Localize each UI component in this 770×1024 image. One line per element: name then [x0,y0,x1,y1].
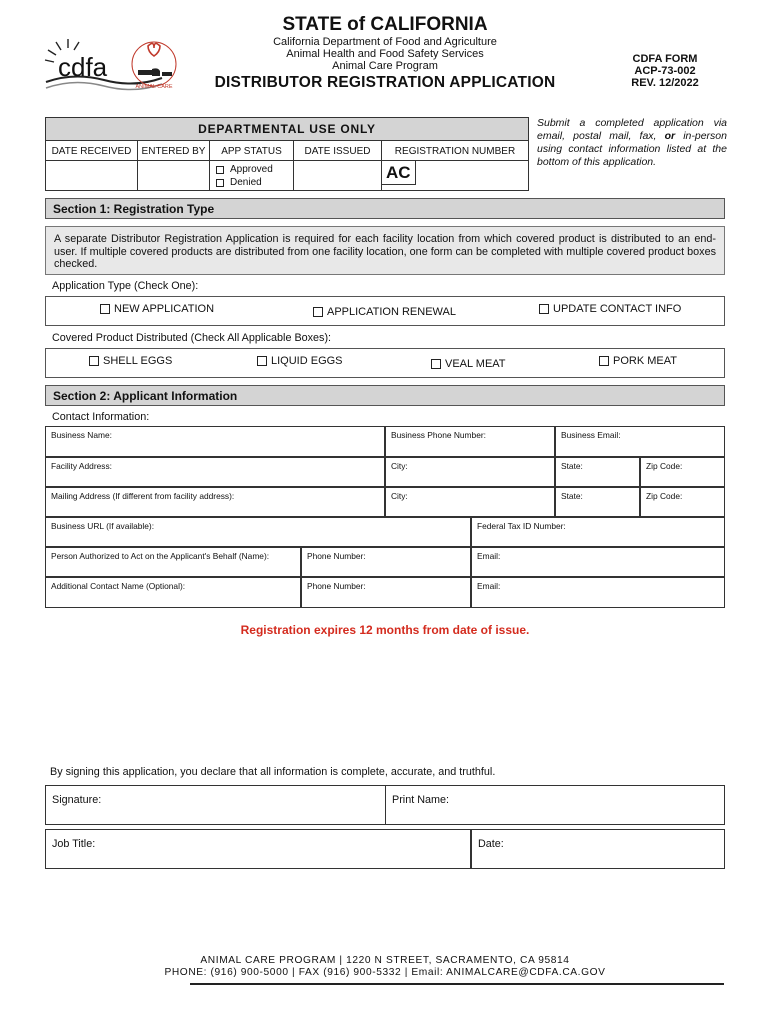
entered-by-field[interactable] [138,161,210,191]
section1-notice: A separate Distributor Registration Application is required for each facility location from which covered product is distributed to an end-user. If multiple covered products are distributed from one facility location, one form can be completed with multiple covered product boxes checked. [45,226,725,275]
col-date-issued: DATE ISSUED [294,141,382,161]
state-title: STATE of CALIFORNIA [282,14,488,35]
option-application-renewal[interactable]: APPLICATION RENEWAL [313,306,456,318]
division-name: Animal Health and Food Safety Services [286,48,484,60]
registration-number-field[interactable] [382,161,529,191]
renewal-checkbox[interactable] [313,307,323,317]
additional-contact-field[interactable]: Additional Contact Name (Optional): [45,577,301,608]
option-update-contact[interactable]: UPDATE CONTACT INFO [539,303,681,315]
app-type-options [45,296,725,326]
facility-state-field[interactable]: State: [555,457,640,487]
business-name-field[interactable]: Business Name: [45,426,385,457]
col-app-status: APP STATUS [210,141,294,161]
form-revision: REV. 12/2022 [631,77,699,89]
additional-phone-field[interactable]: Phone Number: [301,577,471,608]
form-number: ACP-73-002 [634,65,696,77]
pork-meat-checkbox[interactable] [599,356,609,366]
liquid-eggs-checkbox[interactable] [257,356,267,366]
products-label: Covered Product Distributed (Check All Applicable Boxes): [52,332,332,344]
option-shell-eggs[interactable]: SHELL EGGS [89,355,172,367]
option-new-application[interactable]: NEW APPLICATION [100,303,214,315]
application-title: DISTRIBUTOR REGISTRATION APPLICATION [214,74,556,91]
approved-checkbox[interactable] [216,166,224,174]
print-name-field[interactable]: Print Name: [385,785,725,825]
authorized-email-field[interactable]: Email: [471,547,725,577]
veal-meat-checkbox[interactable] [431,359,441,369]
status-denied[interactable]: Denied [216,176,293,189]
business-url-field[interactable]: Business URL (If available): [45,517,471,547]
app-type-label: Application Type (Check One): [52,280,199,292]
date-issued-field[interactable] [294,161,382,191]
program-name: Animal Care Program [332,60,438,72]
footer-address: ANIMAL CARE PROGRAM | 1220 N STREET, SACRAMENTO, CA 95814 [200,955,570,966]
logo-seal-text: ANIMAL CARE [135,84,173,90]
col-registration-number: REGISTRATION NUMBER [382,141,529,161]
authorized-person-field[interactable]: Person Authorized to Act on the Applicant's Behalf (Name): [45,547,301,577]
dept-name: California Department of Food and Agriculture [273,36,497,48]
denied-checkbox[interactable] [216,179,224,187]
reg-prefix: AC [382,161,416,185]
new-application-checkbox[interactable] [100,304,110,314]
option-pork-meat[interactable]: PORK MEAT [599,355,677,367]
date-field[interactable]: Date: [471,829,725,869]
status-approved[interactable]: Approved [216,163,293,176]
footer-divider [190,983,724,985]
product-options [45,348,725,378]
authorized-phone-field[interactable]: Phone Number: [301,547,471,577]
mailing-address-field[interactable]: Mailing Address (If different from facility address): [45,487,385,517]
declaration-text: By signing this application, you declare that all information is complete, accurate, and truthful. [50,766,496,778]
app-status-field [210,161,294,191]
business-email-field[interactable]: Business Email: [555,426,725,457]
mailing-city-field[interactable]: City: [385,487,555,517]
date-received-field[interactable] [46,161,138,191]
submit-instructions: Submit a completed application via email, postal mail, fax, or in-person using contact information listed at the bottom of this application. [537,117,727,168]
dept-use-title: DEPARTMENTAL USE ONLY [46,118,529,141]
section2-header: Section 2: Applicant Information [45,385,725,406]
footer-contact: PHONE: (916) 900-5000 | FAX (916) 900-5332 | Email: ANIMALCARE@CDFA.CA.GOV [164,967,606,978]
expiry-notice: Registration expires 12 months from date of issue. [240,623,530,637]
col-date-received: DATE RECEIVED [46,141,138,161]
business-phone-field[interactable]: Business Phone Number: [385,426,555,457]
section1-header: Section 1: Registration Type [45,198,725,219]
form-label: CDFA FORM [632,53,698,65]
shell-eggs-checkbox[interactable] [89,356,99,366]
mailing-state-field[interactable]: State: [555,487,640,517]
facility-city-field[interactable]: City: [385,457,555,487]
update-contact-checkbox[interactable] [539,304,549,314]
option-liquid-eggs[interactable]: LIQUID EGGS [257,355,343,367]
mailing-zip-field[interactable]: Zip Code: [640,487,725,517]
option-veal-meat[interactable]: VEAL MEAT [431,358,506,370]
logo-text: cdfa [58,52,108,82]
contact-info-label: Contact Information: [52,411,150,423]
departmental-use-table [45,117,529,191]
federal-tax-id-field[interactable]: Federal Tax ID Number: [471,517,725,547]
facility-zip-field[interactable]: Zip Code: [640,457,725,487]
signature-field[interactable]: Signature: [45,785,386,825]
additional-email-field[interactable]: Email: [471,577,725,608]
col-entered-by: ENTERED BY [138,141,210,161]
facility-address-field[interactable]: Facility Address: [45,457,385,487]
job-title-field[interactable]: Job Title: [45,829,471,869]
form-identifier [620,53,710,89]
